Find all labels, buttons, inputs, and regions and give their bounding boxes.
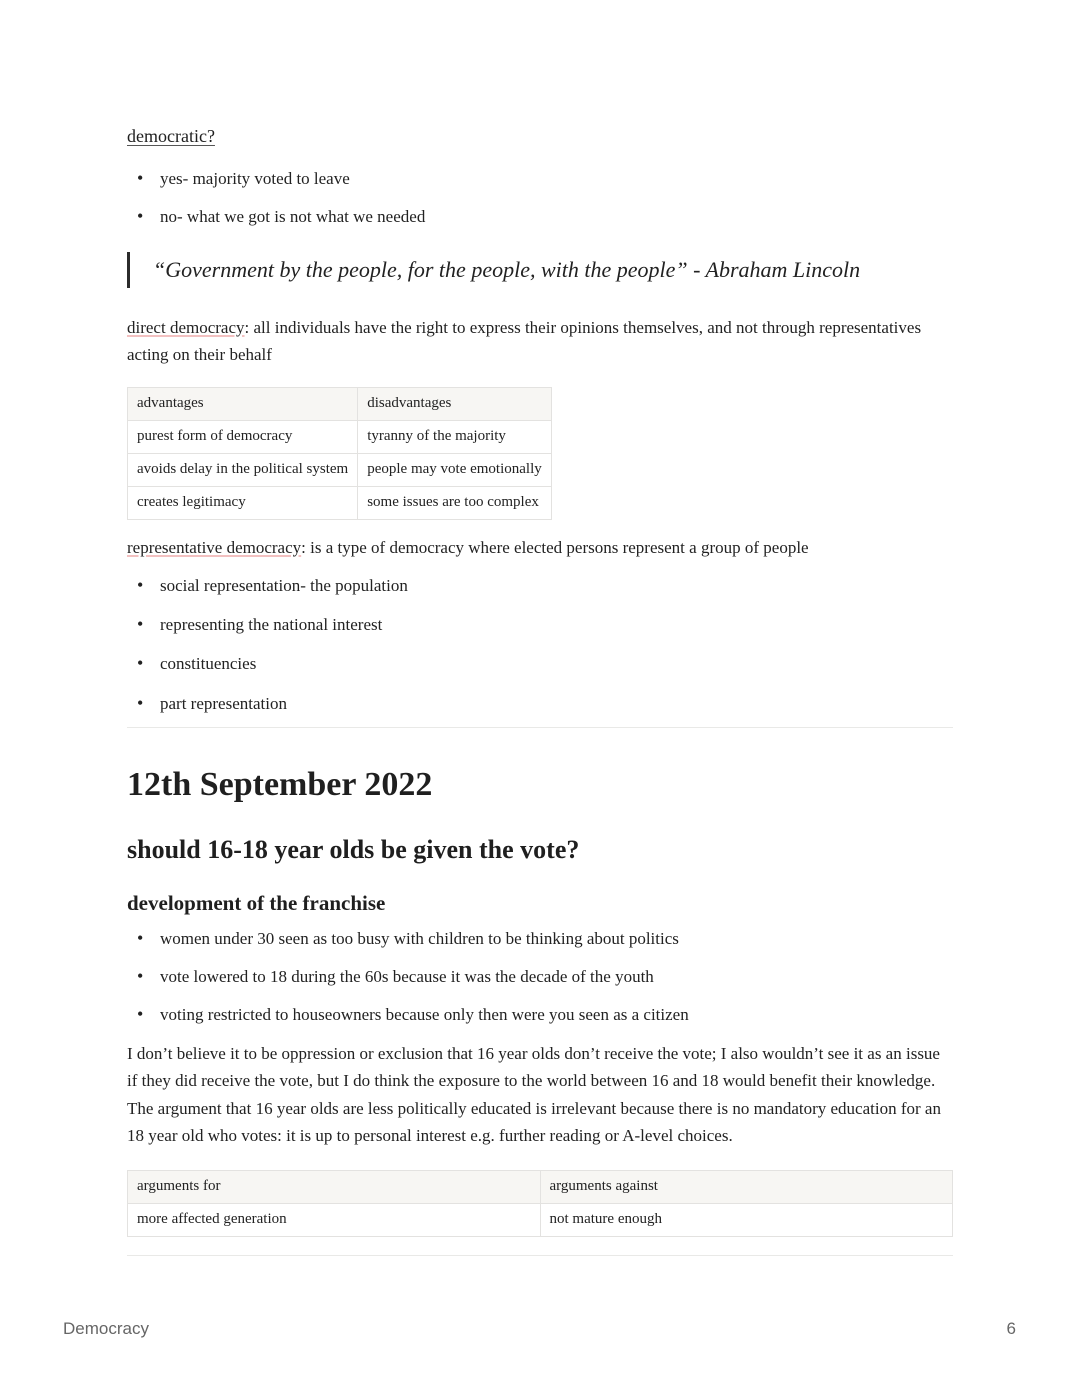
- table-cell: purest form of democracy: [128, 420, 358, 453]
- bottom-divider: [127, 1255, 953, 1256]
- list-item: • yes- majority voted to leave: [127, 168, 953, 190]
- table-header-cell: advantages: [128, 387, 358, 420]
- vote-question-heading: should 16-18 year olds be given the vote?: [127, 834, 580, 864]
- table-row: [128, 1203, 953, 1236]
- direct-democracy-definition: [127, 314, 953, 369]
- opinion-paragraph: I don’t believe it to be oppression or exclusion that 16 year olds don’t receive the vote; I also wouldn’t see it as an issue if they did receive the vote, but I do think the exposure to the world between 16 and 18 would benefit their knowledge. The argument that 16 year olds are less politically educated is irrelevant because there is no mandatory education for an 18 year old who votes: it is up to personal interest e.g. further reading or A-level choices.: [127, 1043, 941, 1146]
- direct-democracy-text: : all individuals have the right to express their opinions themselves, and not through representatives acting on their behalf: [127, 317, 922, 365]
- table-header-cell: arguments against: [540, 1170, 953, 1203]
- table-header-cell: arguments for: [128, 1170, 541, 1203]
- table-row: [128, 453, 552, 486]
- table-cell: some issues are too complex: [358, 486, 552, 519]
- table-cell: not mature enough: [540, 1203, 953, 1236]
- direct-democracy-term: direct democracy: [127, 317, 245, 337]
- list-item: • no- what we got is not what we needed: [127, 206, 953, 228]
- date-heading: 12th September 2022: [127, 765, 433, 803]
- page-content: [127, 126, 953, 1256]
- table-cell: creates legitimacy: [128, 486, 358, 519]
- list-item: • representing the national interest: [127, 614, 953, 636]
- list-item: • vote lowered to 18 during the 60s because it was the decade of the youth: [127, 966, 953, 988]
- list-item: • voting restricted to houseowners because only then were you seen as a citizen: [127, 1004, 953, 1026]
- section-divider: [127, 727, 953, 728]
- table-row: [128, 420, 552, 453]
- table-row: [128, 486, 552, 519]
- table-cell: people may vote emotionally: [358, 453, 552, 486]
- bullet-list-representation: [127, 575, 953, 714]
- arguments-table: [127, 1170, 953, 1237]
- table-header-row: [128, 1170, 953, 1203]
- question-heading: democratic?: [127, 126, 215, 146]
- table-cell: more affected generation: [128, 1203, 541, 1236]
- advantages-disadvantages-table: [127, 387, 552, 520]
- representative-democracy-term: representative democracy: [127, 537, 302, 557]
- list-item: • part representation: [127, 693, 953, 715]
- lincoln-quote: “Government by the people, for the people, with the people” - Abraham Lincoln: [127, 252, 953, 288]
- list-item: • social representation- the population: [127, 575, 953, 597]
- list-item: • constituencies: [127, 653, 953, 675]
- table-cell: avoids delay in the political system: [128, 453, 358, 486]
- table-cell: tyranny of the majority: [358, 420, 552, 453]
- table-header-row: [128, 387, 552, 420]
- bullet-list-democratic: [127, 168, 953, 228]
- footer-title: Democracy: [63, 1319, 149, 1338]
- table-header-cell: disadvantages: [358, 387, 552, 420]
- bullet-list-franchise: [127, 928, 953, 1026]
- list-item: • women under 30 seen as too busy with children to be thinking about politics: [127, 928, 953, 950]
- representative-democracy-definition: [127, 534, 953, 562]
- page-number: 6: [1006, 1319, 1016, 1338]
- franchise-subheading: development of the franchise: [127, 890, 386, 915]
- representative-democracy-text: : is a type of democracy where elected persons represent a group of people: [301, 537, 809, 557]
